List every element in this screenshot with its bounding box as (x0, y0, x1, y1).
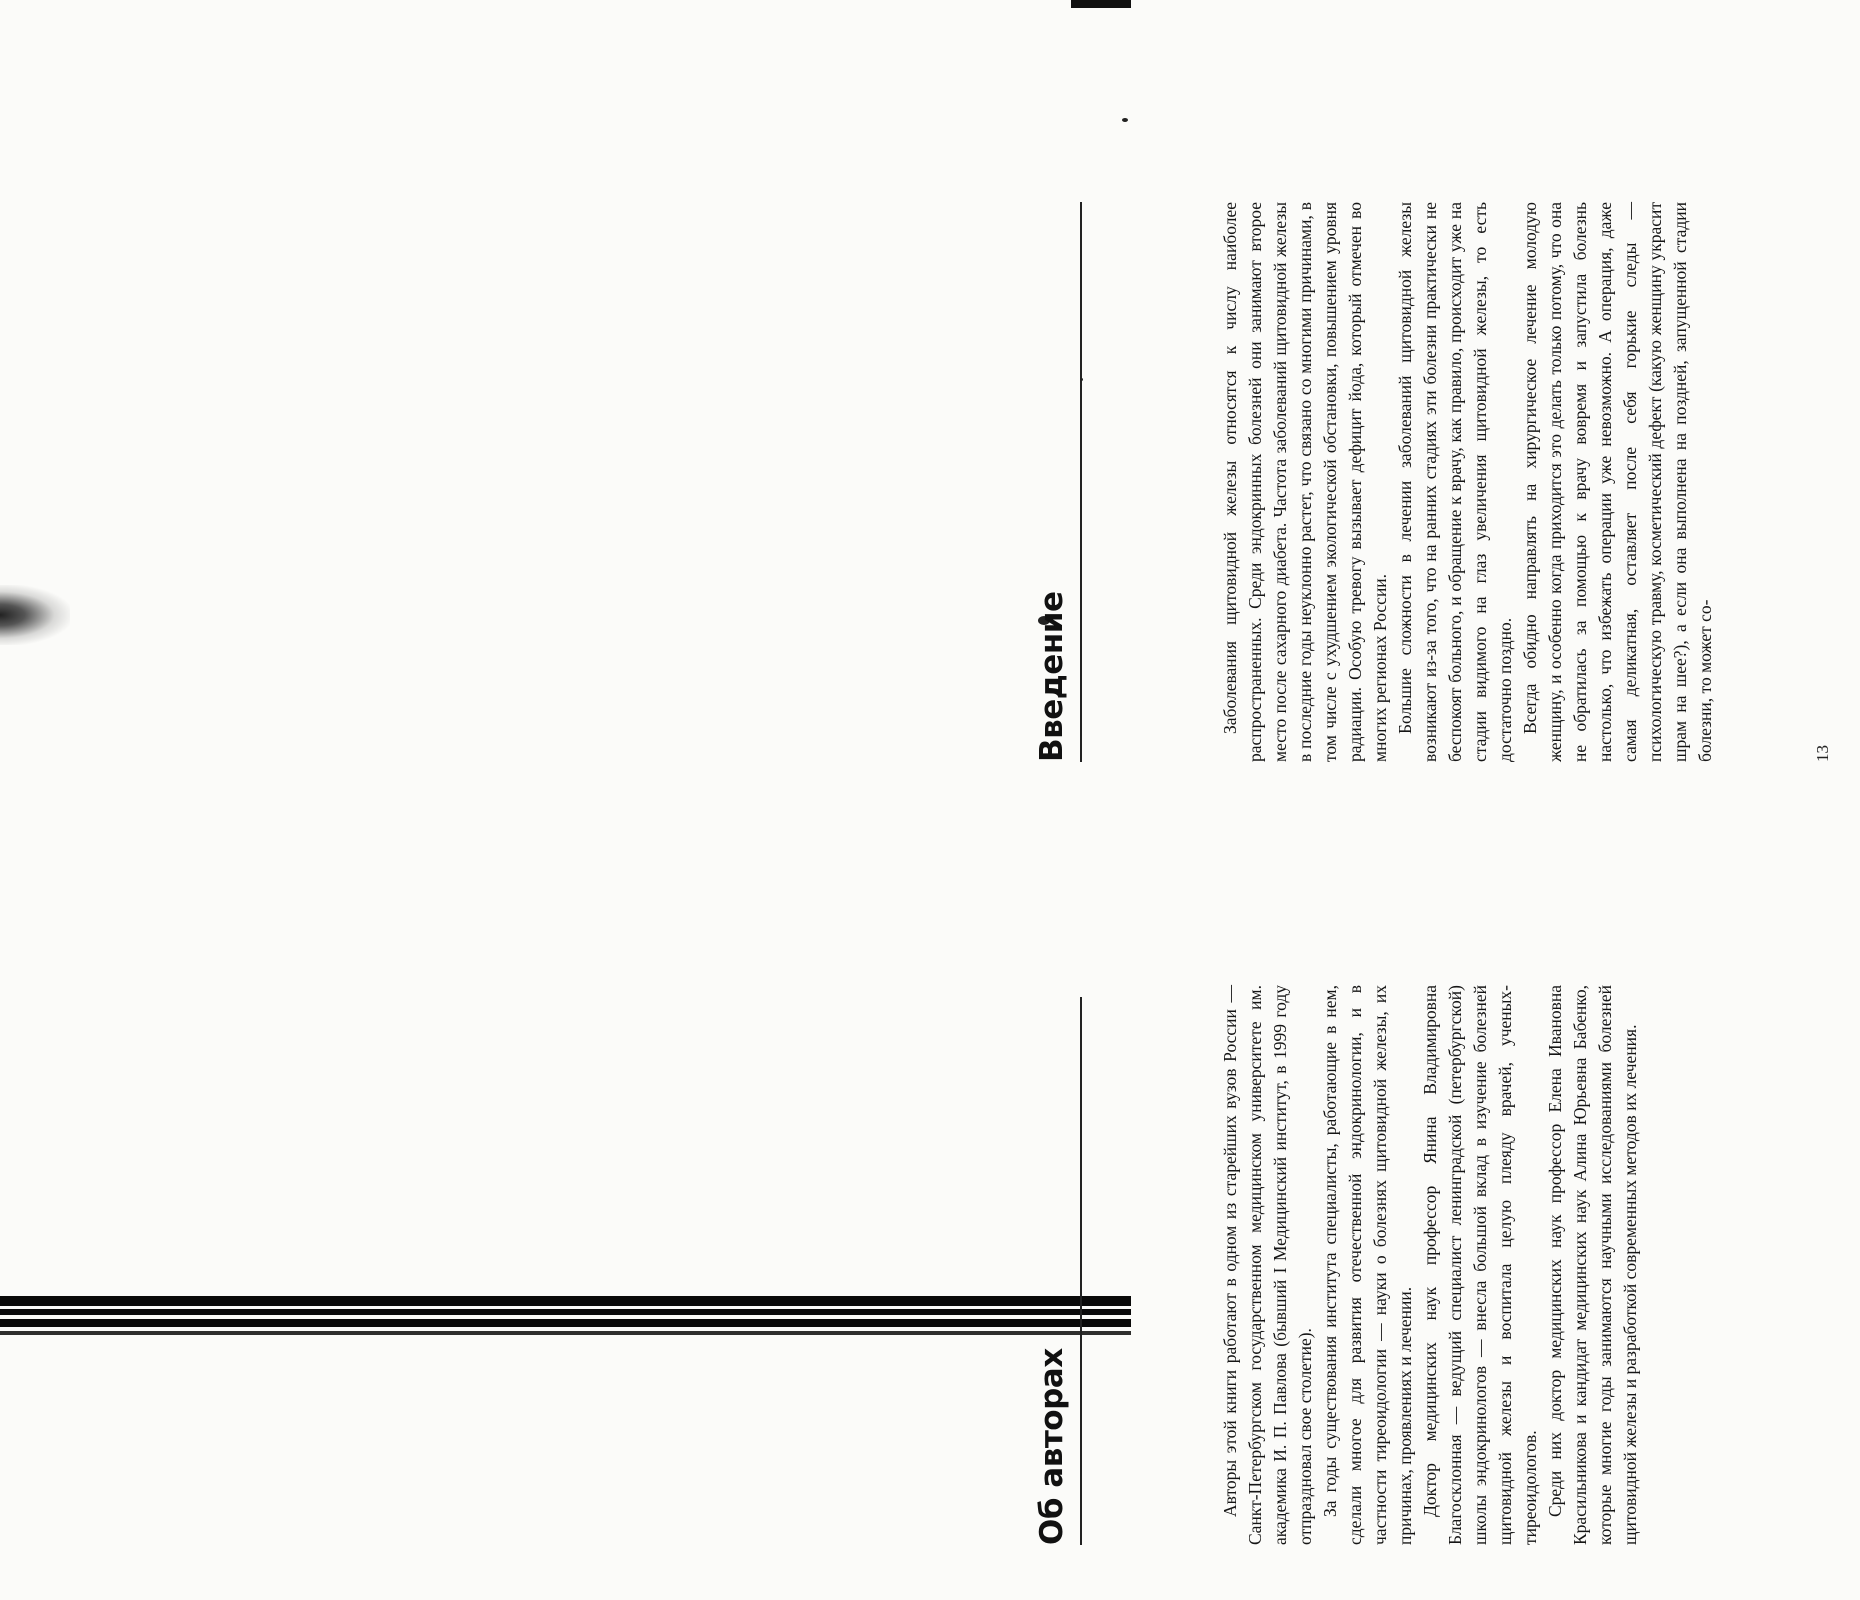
book-fold-shadow (0, 1309, 1131, 1315)
book-fold-shadow (0, 1331, 1131, 1335)
left-page-heading: Об авторах (1034, 997, 1082, 1545)
paragraph: Среди них доктор медицинских наук профессор Елена Ивановна Красильникова и кандидат медицинских наук Алина Юрьевна Бабенко, которые многие годы занимаются научными исследованиями болезней щитовидной железы и разработкой современных методов их лечения. (1545, 985, 1640, 1545)
right-page (1020, 202, 1832, 762)
left-page-body (1218, 985, 1643, 1545)
rotated-book-spread (1020, 45, 1860, 1545)
book-fold-shadow (0, 1319, 1131, 1327)
paragraph: За годы существования института специалисты, работающие в нем, сделали многое для развития отечественной эндокринологии, и в частности тиреоидологии — науки о болезнях щитовидной железы, их причинах, проявлениях и лечении. (1320, 985, 1415, 1545)
page-number: 13 (1813, 745, 1832, 762)
left-page (1020, 985, 1643, 1545)
paragraph: Заболевания щитовидной железы относятся к числу наиболее распространенных. Среди эндокринных болезней они занимают второе место после сахарного диабета. Частота заболеваний щитовидной железы в последние годы неуклонно растет, что связано со многими причинами, в том числе с ухудшением экологической обстановки, повышением уровня радиации. Особую тревогу вызывает дефицит йода, который отмечен во многих регионах России. (1220, 202, 1390, 762)
paragraph: Доктор медицинских наук профессор Янина Владимировна Благосклонная — ведущий специалист ленинградской (петербургской) школы эндокринологов — внесла большой вклад в изучение болезней щитовидной железы и воспитала целую плеяду врачей, ученых-тиреоидологов. (1420, 985, 1540, 1545)
scan-edge-mark (1071, 0, 1131, 8)
paragraph: Авторы этой книги работают в одном из старейших вузов России — Санкт-Петербургском государственном медицинском университете им. академика И. П. Павлова (бывший I Медицинский институт, в 1999 году отпраздновал свое столетие). (1220, 985, 1315, 1545)
scan-smudge (0, 585, 70, 645)
paragraph: Всегда обидно направлять на хирургическое лечение молодую женщину, и особенно когда приходится это делать только потому, что она не обратилась за помощью к врачу вовремя и запустила болезнь настолько, что избежать операции уже невозможно. А операция, даже самая деликатная, оставляет после себя горькие следы — психологическую травму, косметический дефект (какую женщину украсит шрам на шее?), а если она выполнена на поздней, запущенной стадии болезни, то может со- (1520, 202, 1715, 762)
right-page-body (1218, 202, 1718, 762)
paragraph: Большие сложности в лечении заболеваний щитовидной железы возникают из-за того, что на ранних стадиях эти болезни практически не беспокоят больного, и обращение к врачу, как правило, происходит уже на стадии видимого на глаз увеличения щитовидной железы, то есть достаточно поздно. (1395, 202, 1515, 762)
book-fold-shadow (0, 1296, 1131, 1306)
right-page-heading: Введение (1034, 202, 1082, 762)
